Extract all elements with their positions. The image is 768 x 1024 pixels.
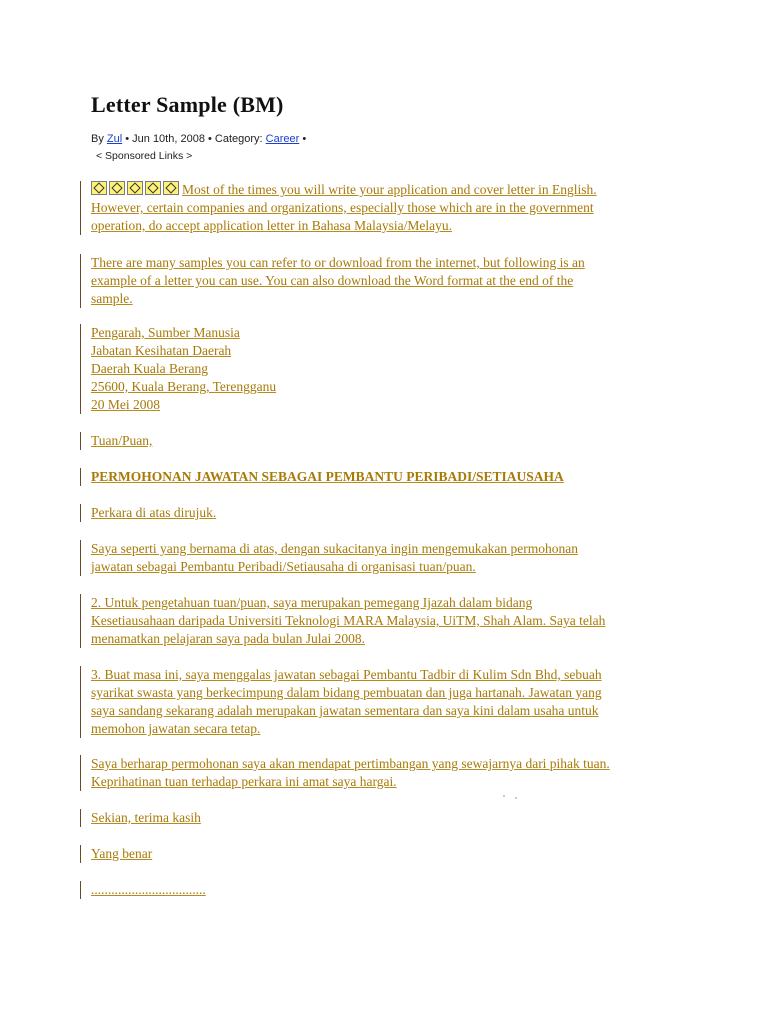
p3-line-4: memohon jawatan secara tetap. — [91, 721, 261, 736]
p2-line-2: Kesetiausahaan daripada Universiti Teknologi MARA Malaysia, UiTM, Shah Alam. Saya telah — [91, 613, 606, 628]
p3-line-1: 3. Buat masa ini, saya menggalas jawatan sebagai Pembantu Tadbir di Kulim Sdn Bhd, sebuah — [91, 667, 602, 682]
subject-line — [80, 468, 564, 486]
reference-text: Perkara di atas dirujuk. — [91, 505, 217, 520]
scan-speck — [515, 797, 517, 799]
samples-line-1: There are many samples you can refer to or download from the internet, but following is an — [91, 255, 585, 270]
p4-line-1: Saya berharap permohonan saya akan mendapat pertimbangan yang sewajarnya dari pihak tuan. — [91, 756, 610, 771]
p3-line-2: syarikat swasta yang berkecimpung dalam bidang pembuatan dan juga hartanah. Jawatan yang — [91, 685, 602, 700]
signature-line — [80, 881, 206, 899]
bullet-icon — [127, 181, 143, 195]
p2-line-3: menamatkan pelajaran saya pada bulan Julai 2008. — [91, 631, 366, 646]
address-block — [80, 324, 276, 414]
intro-line-3: operation, do accept application letter in Bahasa Malaysia/Melayu. — [91, 218, 452, 233]
paragraph-1 — [80, 540, 578, 576]
p3-line-3: saya sandang sekarang adalah merupakan jawatan sementara dan saya kini dalam usaha untuk — [91, 703, 599, 718]
p1-line-1: Saya seperti yang bernama di atas, dengan sukacitanya ingin mengemukakan permohonan — [91, 541, 578, 556]
signoff — [80, 845, 152, 863]
p4-line-2: Keprihatinan tuan terhadap perkara ini amat saya hargai. — [91, 774, 397, 789]
paragraph-2 — [80, 594, 605, 648]
author-link[interactable]: Zul — [106, 133, 123, 145]
paragraph-4 — [80, 755, 610, 791]
reference-line — [80, 504, 216, 522]
p2-line-1: 2. Untuk pengetahuan tuan/puan, saya merupakan pemegang Ijazah dalam bidang — [91, 595, 533, 610]
subject-text: PERMOHONAN JAWATAN SEBAGAI PEMBANTU PERIBADI/SETIAUSAHA — [91, 469, 564, 484]
by-label: By — [91, 133, 107, 145]
scan-speck — [503, 795, 505, 797]
samples-paragraph — [80, 254, 585, 308]
page-title: Letter Sample (BM) — [91, 92, 284, 117]
bullet-icon — [145, 181, 161, 195]
bullet-icon — [163, 181, 179, 195]
bullet-icon — [91, 181, 107, 195]
greeting — [80, 432, 152, 450]
post-date: • Jun 10th, 2008 • Category: — [122, 133, 266, 145]
post-meta — [91, 133, 306, 145]
category-link[interactable]: Career — [265, 133, 300, 145]
closing-text: Sekian, terima kasih — [91, 810, 201, 825]
intro-line-2: However, certain companies and organizations, especially those which are in the government — [91, 200, 594, 215]
bullet-row — [91, 181, 181, 199]
address-date: 20 Mei 2008 — [91, 397, 160, 412]
paragraph-3 — [80, 666, 602, 738]
intro-text: Most of the times you will write your application and cover letter in English. — [182, 182, 597, 197]
samples-line-3: sample. — [91, 291, 133, 306]
address-line-3: Daerah Kuala Berang — [91, 361, 208, 376]
signature-dots: .................................. — [91, 882, 206, 897]
address-line-1: Pengarah, Sumber Manusia — [91, 325, 240, 340]
intro-line-1 — [91, 181, 597, 199]
address-line-2: Jabatan Kesihatan Daerah — [91, 343, 232, 358]
address-line-4: 25600, Kuala Berang, Terengganu — [91, 379, 277, 394]
bullet-icon — [109, 181, 125, 195]
p1-line-2: jawatan sebagai Pembantu Peribadi/Setiausaha di organisasi tuan/puan. — [91, 559, 476, 574]
greeting-text: Tuan/Puan, — [91, 433, 153, 448]
meta-separator: • — [299, 133, 307, 145]
sponsored-links-label[interactable]: < Sponsored Links > — [96, 150, 193, 162]
signoff-text: Yang benar — [91, 846, 153, 861]
samples-line-2: example of a letter you can use. You can also download the Word format at the end of the — [91, 273, 574, 288]
closing — [80, 809, 201, 827]
intro-paragraph — [80, 181, 597, 235]
